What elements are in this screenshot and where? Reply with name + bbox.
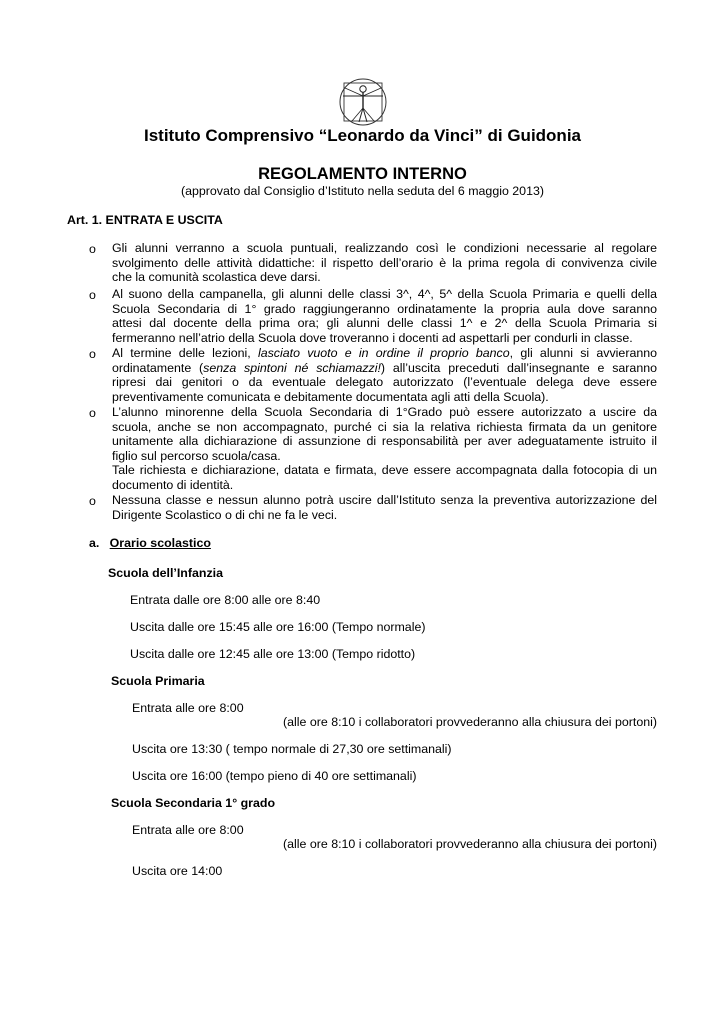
document-title: REGOLAMENTO INTERNO	[258, 165, 467, 183]
list-item-line: documento di identità.	[112, 477, 234, 492]
schedule-exit: Uscita dalle ore 12:45 alle ore 13:00 (Tempo ridotto)	[130, 647, 416, 661]
list-item-line	[112, 361, 657, 376]
list-item-line: che la comunità scolastica deve darsi.	[112, 270, 321, 285]
list-item-line: L’alunno minorenne della Scuola Secondaria di 1°Grado può essere autorizzato a uscire da	[112, 405, 657, 419]
section-letter: a.	[89, 536, 100, 550]
school-level-heading: Scuola dell’Infanzia	[108, 566, 223, 580]
schedule-entry: Entrata alle ore 8:00	[132, 823, 244, 837]
list-item-text: , gli alunni si avvieranno	[509, 346, 658, 360]
schedule-exit: Uscita ore 14:00	[132, 864, 223, 878]
schedule-exit: Uscita ore 16:00 (tempo pieno di 40 ore settimanali)	[132, 769, 417, 783]
list-item-line: Gli alunni verranno a scuola puntuali, realizzando così le condizioni necessarie al regolare	[112, 241, 657, 255]
school-level-heading: Scuola Primaria	[111, 674, 205, 688]
schedule-entry: Entrata dalle ore 8:00 alle ore 8:40	[130, 593, 321, 607]
schedule-note: (alle ore 8:10 i collaboratori provvederanno alla chiusura dei portoni)	[282, 837, 657, 851]
schedule-note: (alle ore 8:10 i collaboratori provvederanno alla chiusura dei portoni)	[282, 715, 657, 729]
list-item-line: unitamente alla dichiarazione di assunzione di responsabilità per aver adeguatamente istruito il	[112, 434, 657, 449]
bullet-marker: o	[89, 242, 96, 256]
article-title: Art. 1. ENTRATA E USCITA	[67, 213, 223, 227]
schedule-exit: Uscita dalle ore 15:45 alle ore 16:00 (Tempo normale)	[130, 620, 426, 634]
list-item-line: attesi dal docente della prima ora; gli alunni delle classi 1^ e 2^ della Scuola Primaria si	[112, 316, 657, 331]
list-item-line: fermeranno nell’atrio della Scuola dove troveranno i docenti ad aspettarli per condurli in classe.	[112, 330, 633, 345]
list-item-line	[112, 346, 657, 361]
list-item	[112, 346, 657, 404]
bullet-marker: o	[89, 288, 96, 302]
school-level-heading: Scuola Secondaria 1° grado	[111, 796, 276, 810]
list-item-line: figlio sul percorso scuola/casa.	[112, 448, 281, 463]
bullet-marker: o	[89, 347, 96, 361]
list-item-emphasis: senza spintoni né schiamazzi!	[203, 360, 381, 375]
school-name: Istituto Comprensivo “Leonardo da Vinci” di Guidonia	[144, 126, 581, 145]
list-item	[112, 405, 657, 493]
bullet-marker: o	[89, 406, 96, 420]
list-item-line: Al suono della campanella, gli alunni delle classi 3^, 4^, 5^ della Scuola Primaria e quelli della	[112, 287, 657, 301]
list-item-line: Dirigente Scolastico o di chi ne fa le veci.	[112, 507, 338, 522]
list-item-text: ) all’uscita preceduti dall’insegnante e saranno	[380, 360, 657, 375]
section-title: Orario scolastico	[109, 536, 211, 550]
list-item	[112, 493, 657, 522]
approval-note: (approvato dal Consiglio d’Istituto nella seduta del 6 maggio 2013)	[180, 184, 544, 198]
list-item-emphasis: lasciato vuoto e in ordine il proprio banco	[257, 346, 510, 360]
list-item-line: ripresi dai genitori o da eventuale delegato autorizzato (l’eventuale delega deve essere	[112, 375, 657, 390]
bullet-marker: o	[89, 494, 96, 508]
list-item	[112, 241, 657, 285]
list-item-text: ordinatamente (	[112, 360, 204, 375]
schedule-entry: Entrata alle ore 8:00	[132, 701, 244, 715]
schedule-exit: Uscita ore 13:30 ( tempo normale di 27,30 ore settimanali)	[132, 742, 452, 756]
list-item-line: Tale richiesta e dichiarazione, datata e firmata, deve essere accompagnata dalla fotocopia di un	[112, 463, 657, 478]
list-item-line: scuola, anche se non accompagnato, purché ci sia la relativa richiesta firmata da un genitore	[112, 419, 657, 434]
list-item-line: Nessuna classe e nessun alunno potrà uscire dall’Istituto senza la preventiva autorizzazione del	[112, 493, 657, 507]
section-heading	[89, 536, 211, 550]
list-item-text: Al termine delle lezioni,	[112, 346, 258, 360]
vitruvian-man-icon	[338, 77, 388, 127]
list-item-line: svolgimento delle attività didattiche: il rispetto dell’orario è la prima regola di convivenza civile	[112, 255, 657, 270]
list-item-line: Scuola Secondaria di 1° grado raggiungeranno ordinatamente la propria aula dove saranno	[112, 301, 657, 316]
list-item	[112, 287, 657, 345]
list-item-line: preventivamente comunicata e debitamente documentata agli atti della Scuola).	[112, 389, 549, 404]
